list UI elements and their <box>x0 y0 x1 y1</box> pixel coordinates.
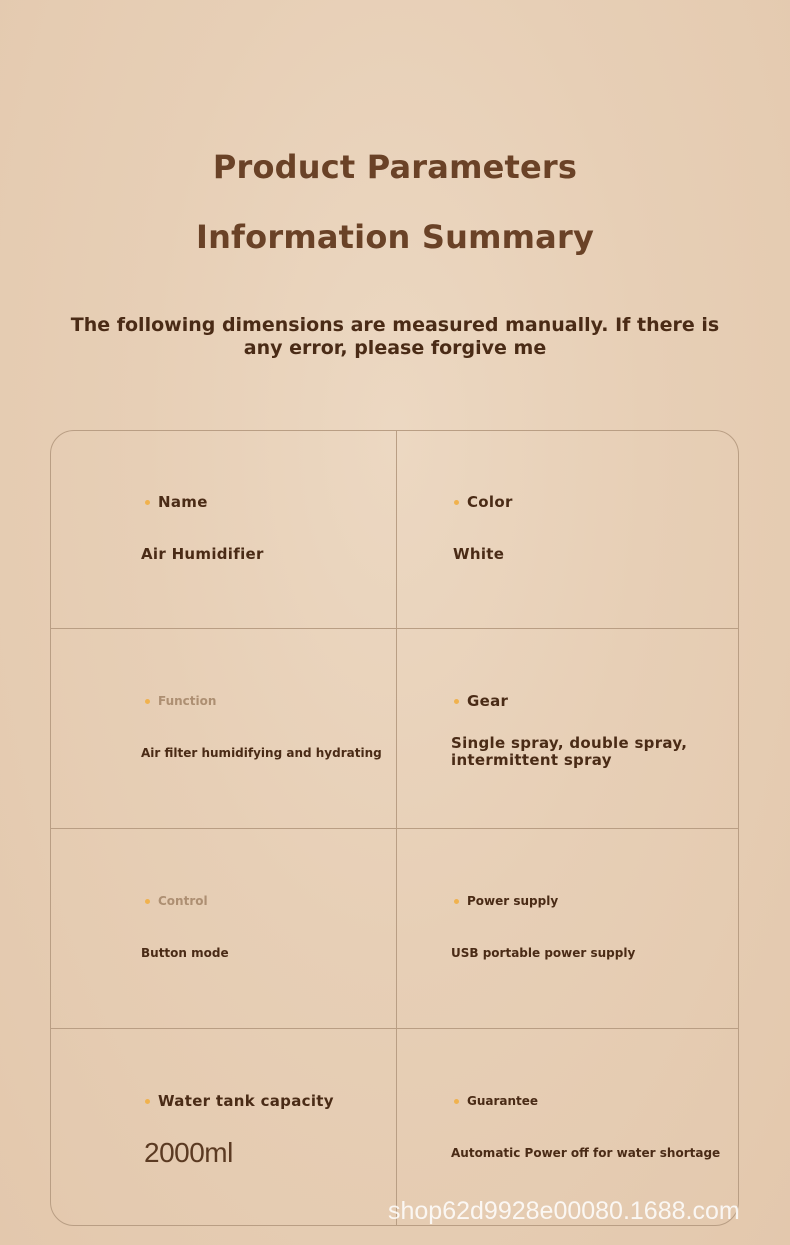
bullet-icon <box>454 1099 459 1104</box>
param-cell-capacity <box>51 1028 395 1226</box>
color-value: White <box>453 545 505 563</box>
param-label <box>454 1094 538 1108</box>
bullet-icon <box>145 699 150 704</box>
param-label <box>145 1092 334 1110</box>
param-label <box>454 692 508 710</box>
function-label: Function <box>158 694 217 708</box>
control-value: Button mode <box>141 946 229 960</box>
bullet-icon <box>454 699 459 704</box>
param-label <box>145 894 208 908</box>
parameters-table <box>50 430 739 1226</box>
control-label: Control <box>158 894 208 908</box>
param-cell-control <box>51 828 395 1028</box>
param-cell-function <box>51 628 395 828</box>
guarantee-value: Automatic Power off for water shortage <box>451 1146 721 1160</box>
param-cell-name <box>51 431 395 628</box>
gear-value: Single spray, double spray, intermittent spray <box>451 734 688 769</box>
shop-watermark: shop62d9928e00080.1688.com <box>388 1197 740 1225</box>
gear-label: Gear <box>467 692 509 710</box>
bullet-icon <box>145 1099 150 1104</box>
param-label <box>454 894 558 908</box>
function-value: Air filter humidifying and hydrating <box>141 746 382 760</box>
measurement-note: The following dimensions are measured manually. If there is any error, please forgive me <box>70 314 720 359</box>
bullet-icon <box>454 500 459 505</box>
power-label: Power supply <box>467 894 559 908</box>
param-label <box>145 694 216 708</box>
param-label <box>145 493 208 511</box>
page-title-line2: Information Summary <box>195 218 595 256</box>
name-label: Name <box>158 493 208 511</box>
page-title-line1: Product Parameters <box>212 148 578 186</box>
param-label <box>454 493 513 511</box>
color-label: Color <box>467 493 513 511</box>
param-cell-power <box>396 828 739 1028</box>
bullet-icon <box>145 500 150 505</box>
guarantee-label: Guarantee <box>467 1094 539 1108</box>
power-value: USB portable power supply <box>451 946 636 960</box>
bullet-icon <box>454 899 459 904</box>
capacity-value: 2000ml <box>144 1137 233 1168</box>
capacity-label: Water tank capacity <box>158 1092 334 1110</box>
param-cell-color <box>396 431 739 628</box>
name-value: Air Humidifier <box>141 545 264 563</box>
param-cell-gear <box>396 628 739 828</box>
bullet-icon <box>145 899 150 904</box>
